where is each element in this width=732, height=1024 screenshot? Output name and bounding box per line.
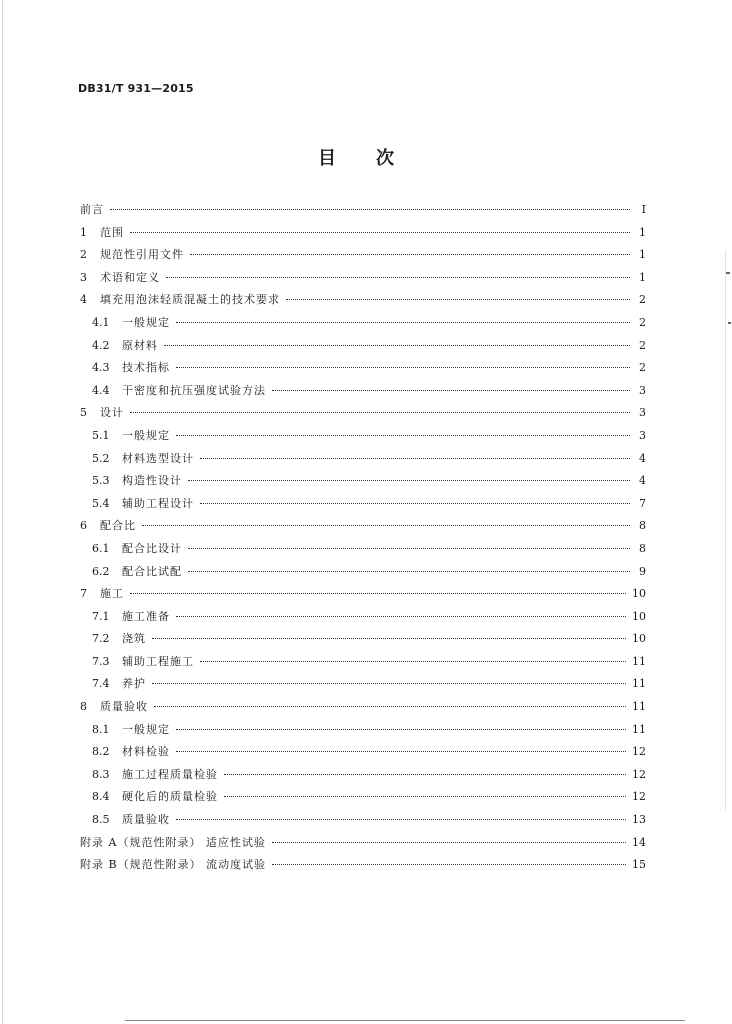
- toc-entry-number: 4.4: [92, 383, 110, 397]
- scan-mark: [728, 322, 731, 324]
- toc-leader-dots: [176, 751, 626, 752]
- toc-leader-dots: [272, 864, 626, 865]
- toc-entry-page: 13: [632, 813, 646, 827]
- toc-entry[interactable]: [80, 766, 646, 789]
- toc-entry-page: 14: [632, 835, 646, 849]
- toc-entry-number: 5.4: [92, 496, 110, 510]
- toc-entry[interactable]: [80, 743, 646, 766]
- toc-entry[interactable]: [80, 675, 646, 698]
- toc-entry-label: 一般规定: [122, 315, 170, 329]
- toc-leader-dots: [176, 819, 626, 820]
- bottom-rule: [125, 1020, 685, 1021]
- table-of-contents: [80, 201, 646, 879]
- toc-entry-label: 原材料: [122, 338, 158, 352]
- toc-leader-dots: [154, 706, 626, 707]
- toc-entry-number: 7.1: [92, 609, 110, 623]
- toc-entry-page: 11: [632, 654, 646, 668]
- toc-entry-label: 辅助工程设计: [122, 496, 194, 510]
- toc-entry-page: 3: [639, 406, 646, 420]
- toc-entry-label: 一般规定: [122, 722, 170, 736]
- toc-entry-number: 2: [80, 248, 87, 262]
- toc-entry-label: 附录 B（规范性附录） 流动度试验: [80, 858, 267, 872]
- toc-entry[interactable]: [80, 359, 646, 382]
- toc-entry-label: 配合比试配: [122, 564, 182, 578]
- toc-leader-dots: [142, 525, 630, 526]
- toc-entry-label: 规范性引用文件: [100, 248, 184, 262]
- toc-entry-page: 10: [632, 609, 646, 623]
- toc-leader-dots: [190, 254, 630, 255]
- toc-leader-dots: [272, 390, 630, 391]
- toc-leader-dots: [110, 209, 630, 210]
- toc-entry-label: 硬化后的质量检验: [122, 790, 218, 804]
- toc-entry-label: 浇筑: [122, 632, 146, 646]
- toc-entry[interactable]: [80, 495, 646, 518]
- toc-entry-label: 辅助工程施工: [122, 654, 194, 668]
- toc-leader-dots: [176, 435, 630, 436]
- toc-entry-page: 4: [639, 474, 646, 488]
- toc-entry-page: 10: [632, 587, 646, 601]
- toc-entry-label: 质量验收: [100, 700, 148, 714]
- toc-entry-number: 4.2: [92, 338, 110, 352]
- toc-entry-number: 8.3: [92, 767, 110, 781]
- toc-entry-page: 10: [632, 632, 646, 646]
- toc-entry[interactable]: [80, 630, 646, 653]
- toc-leader-dots: [188, 548, 630, 549]
- toc-entry[interactable]: [80, 224, 646, 247]
- toc-entry[interactable]: [80, 653, 646, 676]
- toc-entry-label: 配合比: [100, 519, 136, 533]
- toc-entry[interactable]: [80, 608, 646, 631]
- toc-entry-label: 材料选型设计: [122, 451, 194, 465]
- toc-leader-dots: [200, 503, 630, 504]
- toc-entry-label: 附录 A（规范性附录） 适应性试验: [80, 835, 266, 849]
- toc-entry[interactable]: [80, 540, 646, 563]
- toc-entry-label: 设计: [100, 406, 124, 420]
- toc-entry-label: 干密度和抗压强度试验方法: [122, 383, 266, 397]
- toc-entry[interactable]: [80, 269, 646, 292]
- toc-entry-page: 1: [639, 225, 646, 239]
- toc-leader-dots: [224, 796, 626, 797]
- toc-entry-label: 前言: [80, 203, 104, 216]
- toc-entry-number: 1: [80, 225, 87, 239]
- toc-entry-number: 6.2: [92, 564, 110, 578]
- toc-entry-page: 8: [639, 541, 646, 555]
- toc-leader-dots: [166, 277, 630, 278]
- toc-entry-label: 施工过程质量检验: [122, 767, 218, 781]
- toc-entry-number: 5.2: [92, 451, 110, 465]
- toc-entry[interactable]: [80, 201, 646, 224]
- toc-entry[interactable]: [80, 585, 646, 608]
- toc-entry-label: 质量验收: [122, 813, 170, 827]
- toc-entry[interactable]: [80, 856, 646, 879]
- toc-entry[interactable]: [80, 427, 646, 450]
- toc-entry-page: 12: [632, 790, 646, 804]
- toc-leader-dots: [164, 345, 630, 346]
- toc-leader-dots: [130, 593, 626, 594]
- toc-entry[interactable]: [80, 698, 646, 721]
- toc-entry-label: 术语和定义: [100, 270, 160, 284]
- toc-entry-label: 构造性设计: [122, 474, 182, 488]
- toc-leader-dots: [152, 638, 626, 639]
- toc-entry-number: 8.4: [92, 790, 110, 804]
- toc-entry-number: 6: [80, 519, 87, 533]
- toc-entry-page: 11: [632, 677, 646, 691]
- toc-entry[interactable]: [80, 472, 646, 495]
- toc-entry[interactable]: [80, 788, 646, 811]
- toc-leader-dots: [176, 729, 626, 730]
- toc-leader-dots: [130, 232, 630, 233]
- toc-leader-dots: [176, 322, 630, 323]
- toc-entry[interactable]: [80, 450, 646, 473]
- toc-entry-page: 4: [639, 451, 646, 465]
- toc-entry-label: 一般规定: [122, 428, 170, 442]
- toc-leader-dots: [272, 842, 626, 843]
- scan-edge-right: [725, 250, 726, 810]
- toc-leader-dots: [176, 367, 630, 368]
- toc-entry-page: 15: [632, 858, 646, 872]
- toc-entry[interactable]: [80, 721, 646, 744]
- toc-leader-dots: [200, 458, 630, 459]
- toc-leader-dots: [286, 299, 630, 300]
- toc-entry-page: 11: [632, 700, 646, 714]
- toc-entry-number: 4: [80, 293, 87, 307]
- toc-entry[interactable]: [80, 291, 646, 314]
- toc-entry-page: 2: [639, 338, 646, 352]
- toc-entry[interactable]: [80, 404, 646, 427]
- toc-entry[interactable]: [80, 811, 646, 834]
- toc-leader-dots: [224, 774, 626, 775]
- toc-title: 目次: [318, 148, 434, 169]
- toc-entry-number: 5.3: [92, 474, 110, 488]
- toc-entry[interactable]: [80, 337, 646, 360]
- toc-leader-dots: [188, 571, 630, 572]
- toc-entry-label: 施工: [100, 587, 124, 601]
- toc-entry[interactable]: [80, 563, 646, 586]
- toc-entry-label: 范围: [100, 225, 124, 239]
- toc-entry-number: 4.1: [92, 315, 110, 329]
- toc-entry-number: 8.2: [92, 745, 110, 759]
- toc-entry-number: 7.3: [92, 654, 110, 668]
- toc-entry-page: 12: [632, 767, 646, 781]
- toc-entry-page: 8: [639, 519, 646, 533]
- toc-entry-label: 技术指标: [122, 361, 170, 375]
- toc-entry-label: 填充用泡沫轻质混凝土的技术要求: [100, 293, 280, 307]
- toc-entry-number: 8.1: [92, 722, 110, 736]
- toc-entry-label: 养护: [122, 677, 146, 691]
- toc-entry-number: 8: [80, 700, 87, 714]
- toc-entry[interactable]: [80, 382, 646, 405]
- toc-entry[interactable]: [80, 517, 646, 540]
- toc-entry-number: 7: [80, 587, 87, 601]
- toc-entry-number: 7.2: [92, 632, 110, 646]
- toc-entry-label: 材料检验: [122, 745, 170, 759]
- toc-entry-page: 2: [639, 315, 646, 329]
- toc-entry-label: 配合比设计: [122, 541, 182, 555]
- toc-entry-page: I: [641, 203, 646, 216]
- toc-leader-dots: [188, 480, 630, 481]
- toc-entry-page: 9: [639, 564, 646, 578]
- toc-entry-number: 5: [80, 406, 87, 420]
- toc-entry-page: 11: [632, 722, 646, 736]
- toc-entry-number: 8.5: [92, 813, 110, 827]
- toc-entry-label: 施工准备: [122, 609, 170, 623]
- toc-entry[interactable]: [80, 314, 646, 337]
- toc-leader-dots: [200, 661, 626, 662]
- toc-entry-page: 1: [639, 270, 646, 284]
- toc-entry-number: 5.1: [92, 428, 110, 442]
- toc-leader-dots: [176, 616, 626, 617]
- toc-entry-page: 2: [639, 361, 646, 375]
- toc-entry-page: 3: [639, 428, 646, 442]
- toc-entry-page: 7: [639, 496, 646, 510]
- toc-entry-number: 7.4: [92, 677, 110, 691]
- toc-entry-number: 6.1: [92, 541, 110, 555]
- toc-leader-dots: [130, 412, 630, 413]
- toc-leader-dots: [152, 683, 626, 684]
- toc-entry-page: 1: [639, 248, 646, 262]
- toc-entry-number: 3: [80, 270, 87, 284]
- toc-entry[interactable]: [80, 246, 646, 269]
- toc-entry-page: 3: [639, 383, 646, 397]
- toc-entry-page: 12: [632, 745, 646, 759]
- scan-mark: [726, 272, 730, 274]
- toc-entry-number: 4.3: [92, 361, 110, 375]
- document-code: DB31/T 931—2015: [78, 82, 194, 95]
- toc-entry[interactable]: [80, 834, 646, 857]
- toc-entry-page: 2: [639, 293, 646, 307]
